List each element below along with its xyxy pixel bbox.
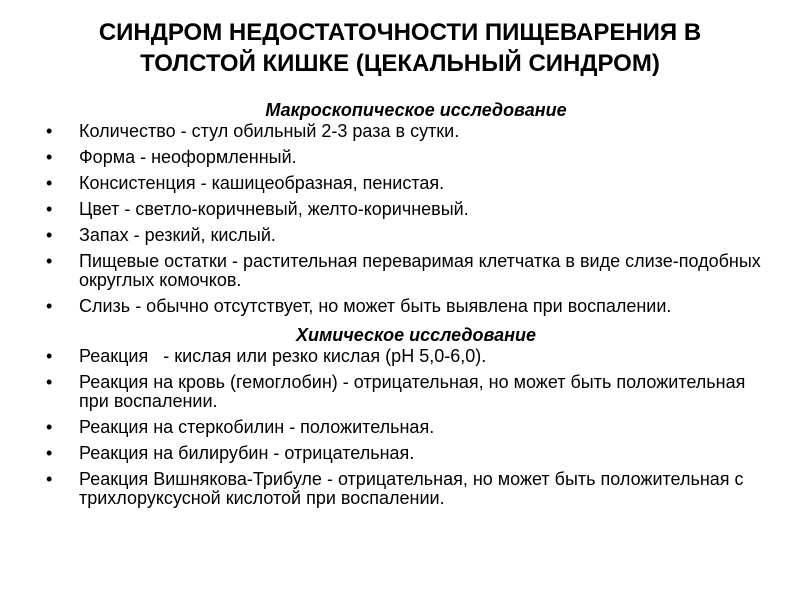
list-item: [46, 174, 766, 193]
list-item: [46, 148, 766, 167]
list-item: [46, 373, 766, 411]
list-item: [46, 226, 766, 245]
section-macroscopic: [46, 98, 766, 316]
list-item-text: Реакция на кровь (гемоглобин) - отрицательная, но может быть положительная при воспалении.: [79, 372, 746, 411]
bullet-icon: •: [46, 251, 53, 271]
list-item-text: Слизь - обычно отсутствует, но может быть выявлена при воспалении.: [79, 296, 672, 316]
bullet-icon: •: [46, 346, 53, 366]
list-item-text: Реакция на билирубин - отрицательная.: [79, 443, 415, 463]
slide-title-line-1: СИНДРОМ НЕДОСТАТОЧНОСТИ ПИЩЕВАРЕНИЯ В: [98, 19, 702, 46]
list-item-text: Пищевые остатки - растительная переваримая клетчатка в виде слизе-подобных округлых комочков.: [79, 251, 761, 290]
list-item: [46, 444, 766, 463]
slide-content: [46, 98, 766, 515]
slide-title-line-2: ТОЛСТОЙ КИШКЕ (ЦЕКАЛЬНЫЙ СИНДРОМ): [140, 50, 660, 77]
bullet-icon: •: [46, 417, 53, 437]
bullet-icon: •: [46, 372, 53, 392]
section-heading-macroscopic: Макроскопическое исследование: [265, 100, 567, 120]
list-item-text: Количество - стул обильный 2-3 раза в сутки.: [79, 121, 460, 141]
list-item-text: Цвет - светло-коричневый, желто-коричневый.: [79, 199, 469, 219]
list-macroscopic: [46, 122, 766, 316]
list-item-text: Запах - резкий, кислый.: [79, 225, 276, 245]
list-item-text: Реакция Вишнякова-Трибуле - отрицательная, но может быть положительная с трихлоруксусной кислотой при воспалении.: [79, 469, 744, 508]
slide-title: [40, 17, 760, 79]
bullet-icon: •: [46, 296, 53, 316]
list-item: [46, 418, 766, 437]
section-chemical: [46, 323, 766, 508]
list-item-text: Реакция на стеркобилин - положительная.: [79, 417, 435, 437]
list-item: [46, 297, 766, 316]
list-chemical: [46, 347, 766, 508]
bullet-icon: •: [46, 199, 53, 219]
list-item: [46, 200, 766, 219]
list-item: [46, 470, 766, 508]
list-item-text: Форма - неоформленный.: [79, 147, 297, 167]
list-item: [46, 347, 766, 366]
list-item: [46, 252, 766, 290]
bullet-icon: •: [46, 121, 53, 141]
bullet-icon: •: [46, 225, 53, 245]
section-heading-chemical: Химическое исследование: [295, 325, 537, 345]
bullet-icon: •: [46, 443, 53, 463]
list-item-text: Реакция - кислая или резко кислая (рН 5,0-6,0).: [79, 346, 487, 366]
list-item-text: Консистенция - кашицеобразная, пенистая.: [79, 173, 445, 193]
bullet-icon: •: [46, 147, 53, 167]
bullet-icon: •: [46, 469, 53, 489]
list-item: [46, 122, 766, 141]
bullet-icon: •: [46, 173, 53, 193]
